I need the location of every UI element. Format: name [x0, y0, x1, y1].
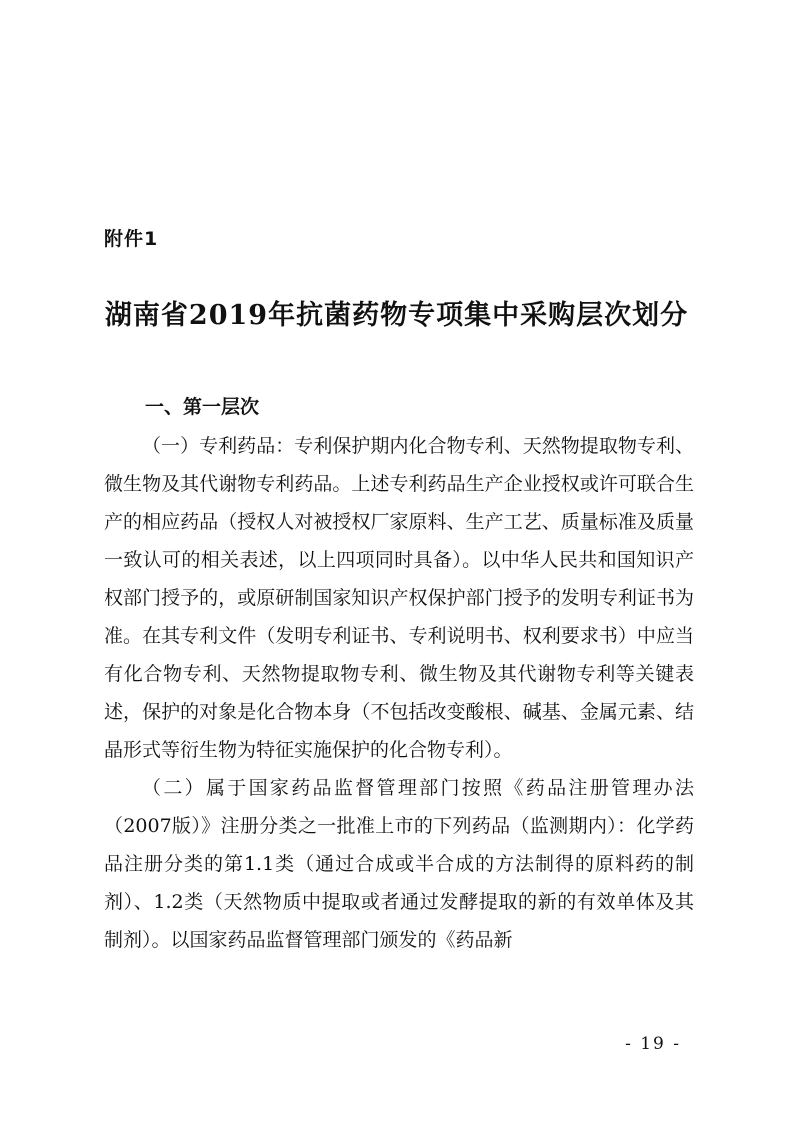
paragraph-patent-drugs: （一）专利药品：专利保护期内化合物专利、天然物提取物专利、微生物及其代谢物专利药品。上述专利药品生产企业授权或许可联合生产的相应药品（授权人对被授权厂家原料、生产工艺、质量标准及质量一致认可的相关表述，以上四项同时具备）。以中华人民共和国知识产权部门授予的，或原研制国家知识产权保护部门授予的发明专利证书为准。在其专利文件（发明专利证书、专利说明书、权利要求书）中应当有化合物专利、天然物提取物专利、微生物及其代谢物专利等关键表述，保护的对象是化合物本身（不包括改变酸根、碱基、金属元素、结晶形式等衍生物为特征实施保护的化合物专利）。 [104, 435, 694, 761]
document-title: 湖南省2019年抗菌药物专项集中采购层次划分 [104, 300, 689, 331]
attachment-label: 附件1 [104, 228, 159, 250]
document-body [104, 385, 694, 959]
section-heading: 一、第一层次 [145, 396, 260, 418]
paragraph-registered-drugs: （二）属于国家药品监督管理部门按照《药品注册管理办法（2007版）》注册分类之一批准上市的下列药品（监测期内）：化学药品注册分类的第1.1类（通过合成或半合成的方法制得的原料药的制剂）、1.2类（天然物质中提取或者通过发酵提取的新的有效单体及其制剂）。以国家药品监督管理部门颁发的《药品新 [104, 777, 694, 951]
page-number: - 19 - [625, 1034, 681, 1054]
